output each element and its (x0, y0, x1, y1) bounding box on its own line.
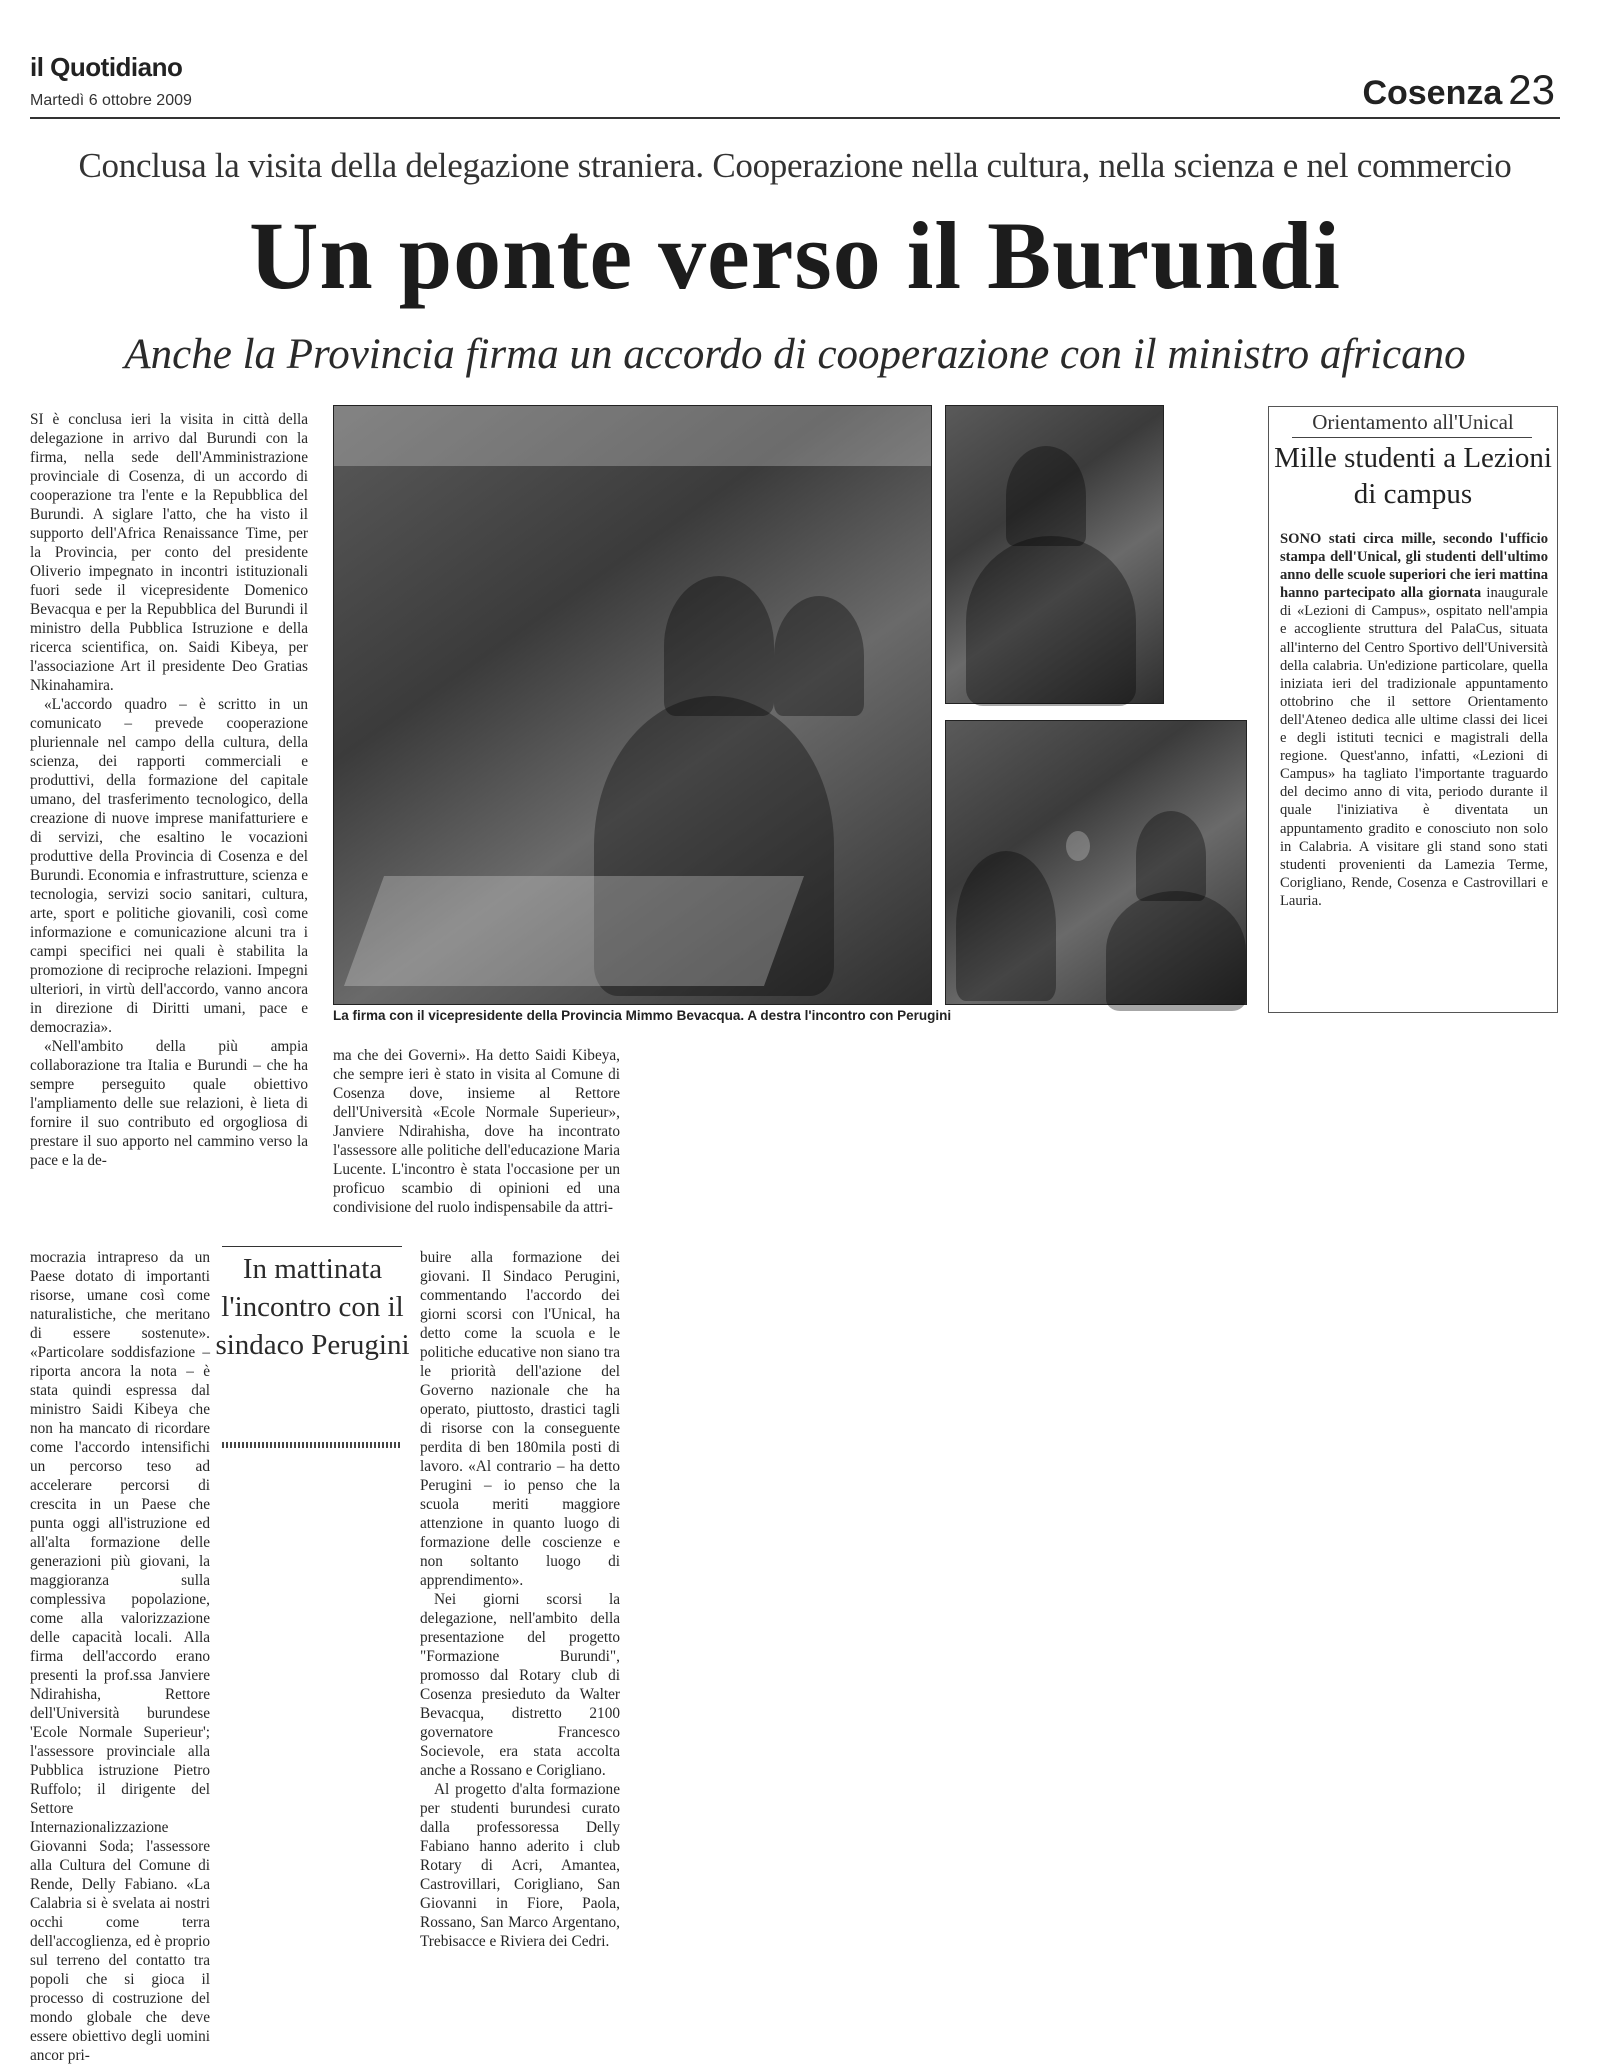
meeting-photo-top (945, 405, 1164, 704)
pull-quote: In mattinata l'incontro con il sindaco Perugini (215, 1253, 410, 1361)
headline: Un ponte verso il Burundi (249, 202, 1341, 309)
pull-quote-rule (222, 1246, 402, 1247)
section-label (1300, 66, 1555, 114)
paragraph: mocrazia intrapreso da un Paese dotato di importanti risorse, umane così come naturalistiche, che meritano di essere sostenute». «Particolare soddisfazione – riporta ancora la nota – è stata quindi espressa dal ministro Saidi Kibeya che non ha mancato di ricordare come l'accordo intensifichi un percorso teso ad accelerare percorsi di crescita in un Paese che punta oggi all'istruzione ed all'alta formazione delle generazioni più giovani, la maggioranza sulla complessiva popolazione, come alla valorizzazione delle capacità locali. Alla firma dell'accordo erano presenti la prof.ssa Janviere Ndirahisha, Rettore dell'Università burundese 'Ecole Normale Superieur'; l'assessore provinciale alla Pubblica istruzione Pietro Ruffolo; il dirigente del Settore Internazionalizzazione Giovanni Soda; l'assessore alla Cultura del Comune di Rende, Delly Fabiano. «La Calabria si è svelata ai nostri occhi come terra dell'accoglienza, ed è proprio sul terreno del contatto tra popoli che si gioca il processo di costruzione del mondo globale che deve essere obiettivo degli uomini ancor pri- (30, 1249, 210, 2064)
sidebar-rule (1292, 437, 1532, 438)
issue-date: Martedì 6 ottobre 2009 (30, 92, 192, 109)
photo-caption: La firma con il vicepresidente della Provincia Mimmo Bevacqua. A destra l'incontro con Perugini (333, 1008, 952, 1023)
paragraph: «L'accordo quadro – è scritto in un comunicato – prevede cooperazione pluriennale nel campo della cultura, della scienza, dei rapporti commerciali e produttivi, della formazione del capitale umano, del trasferimento tecnologico, della creazione di nuove imprese manifatturiere e di servizi, che esaltino le vocazioni produttive della Provincia di Cosenza e del Burundi. Economia e infrastrutture, scienza e tecnologia, servizi socio sanitari, cultura, arte, sport e politiche giovanili, così come informazione e comunicazione alcuni tra i campi specifici nei quali è stabilita la promozione di reciproche relazioni. Impegni ulteriori, in virtù dell'accordo, vanno ancora in direzione di Diritti umani, pace e democrazia». (30, 696, 308, 1036)
pull-quote-bottom-rule (222, 1442, 402, 1448)
sidebar-body (1280, 530, 1548, 910)
article-column-1 (30, 410, 308, 1240)
paragraph: Al progetto d'alta formazione per studenti burundesi curato dalla professoressa Delly Fabiano hanno aderito i club Rotary di Acri, Amantea, Castrovillari, Corigliano, San Giovanni in Fiore, Paola, Rossano, San Marco Argentano, Trebisacce e Riviera dei Cedri. (420, 1781, 620, 1950)
article-column-1-bottom (30, 1248, 210, 2064)
meeting-photo-bottom (945, 720, 1247, 1005)
article-column-2-top (333, 1046, 620, 1241)
page-number: 23 (1508, 66, 1555, 113)
subheadline: Anche la Provincia firma un accordo di cooperazione con il ministro africano (124, 331, 1466, 378)
paragraph: Nei giorni scorsi la delegazione, nell'ambito della presentazione del progetto "Formazione Burundi", promosso dal Rotary club di Cosenza presieduto da Walter Bevacqua, distretto 2100 governatore Francesco Socievole, era stata accolta anche a Rossano e Corigliano. (420, 1591, 620, 1779)
paragraph: ma che dei Governi». Ha detto Saidi Kibeya, che sempre ieri è stato in visita al Comune di Cosenza dove, insieme al Rettore dell'Università «Ecole Normale Superieur», Janviere Ndirahisha, dove ha incontrato l'assessore alle politiche dell'educazione Maria Lucente. L'incontro è stata l'occasione per un proficuo scambio di opinioni ed una condivisione del ruolo indispensabile da attri- (333, 1047, 620, 1216)
paragraph: buire alla formazione dei giovani. Il Sindaco Perugini, commentando l'accordo dei giorni scorsi con l'Unical, ha detto come la scuola e le politiche educative non siano tra le priorità dell'azione del Governo nazionale che ha operato, piuttosto, drastici tagli di risorse con la conseguente perdita di ben 180mila posti di lavoro. «Al contrario – ha detto Perugini – io penso che la scuola meriti maggiore attenzione in quanto luogo di formazione delle coscienze e non soltanto luogo di apprendimento». (420, 1249, 620, 1589)
paragraph: SI è conclusa ieri la visita in città della delegazione in arrivo dal Burundi con la firma, nella sede dell'Amministrazione provinciale di Cosenza, di un accordo di cooperazione tra l'ente e la Repubblica del Burundi. A siglare l'atto, che ha visto il supporto dell'Africa Renaissance Time, per la Provincia, per conto del presidente Oliverio impegnato in incontri istituzionali fuori sede il vicepresidente Domenico Bevacqua e per la Repubblica del Burundi il ministro della Pubblica Istruzione e della ricerca scientifica, on. Saidi Kibeya, per l'associazione Art il presidente Deo Gratias Nkinahamira. (30, 411, 308, 694)
sidebar-kicker: Orientamento all'Unical (1312, 410, 1514, 434)
signing-ceremony-photo (333, 405, 932, 1005)
paragraph: «Nell'ambito della più ampia collaborazione tra Italia e Burundi – che ha sempre perseguito quale obiettivo l'ampliamento delle sue relazioni, è lieta di fornire il suo contributo ed orgogliosa di prestare il suo apporto nel cammino verso la pace e la de- (30, 1038, 308, 1169)
sidebar-body-lead: SONO stati circa mille, secondo l'ufficio stampa dell'Unical, gli studenti dell'ultimo anno delle scuole superiori che ieri mattina hanno partecipato alla giornata (1280, 531, 1548, 602)
masthead: il Quotidiano (30, 52, 183, 82)
sidebar-title: Mille studenti a Lezioni di campus (1274, 442, 1552, 510)
sidebar-body-text: inaugurale di «Lezioni di Campus», ospitato nell'ampia e accogliente struttura del PalaCus, situata all'interno del Centro Sportivo dell'Università della calabria. Un'edizione particolare, quella iniziata ieri del tradizionale appuntamento ottobrino che il settore Orientamento dell'Ateneo dedica alle ultime classi dei licei e degli istituti tecnici e magistrali della regione. Quest'anno, infatti, «Lezioni di Campus» ha tagliato l'importante traguardo del decimo anno di vita, periodo durante il quale l'iniziativa è diventata un appuntamento gradito e conosciuto non solo in Calabria. A visitare gli stand sono stati studenti provenienti da Lamezia Terme, Corigliano, Rende, Cosenza e Castrovillari e Lauria. (1280, 585, 1548, 909)
header-rule (30, 117, 1560, 119)
article-column-2-bottom (420, 1248, 620, 1950)
article-kicker: Conclusa la visita della delegazione straniera. Cooperazione nella cultura, nella scienza e nel commercio (78, 146, 1512, 185)
section-name: Cosenza (1362, 74, 1503, 112)
